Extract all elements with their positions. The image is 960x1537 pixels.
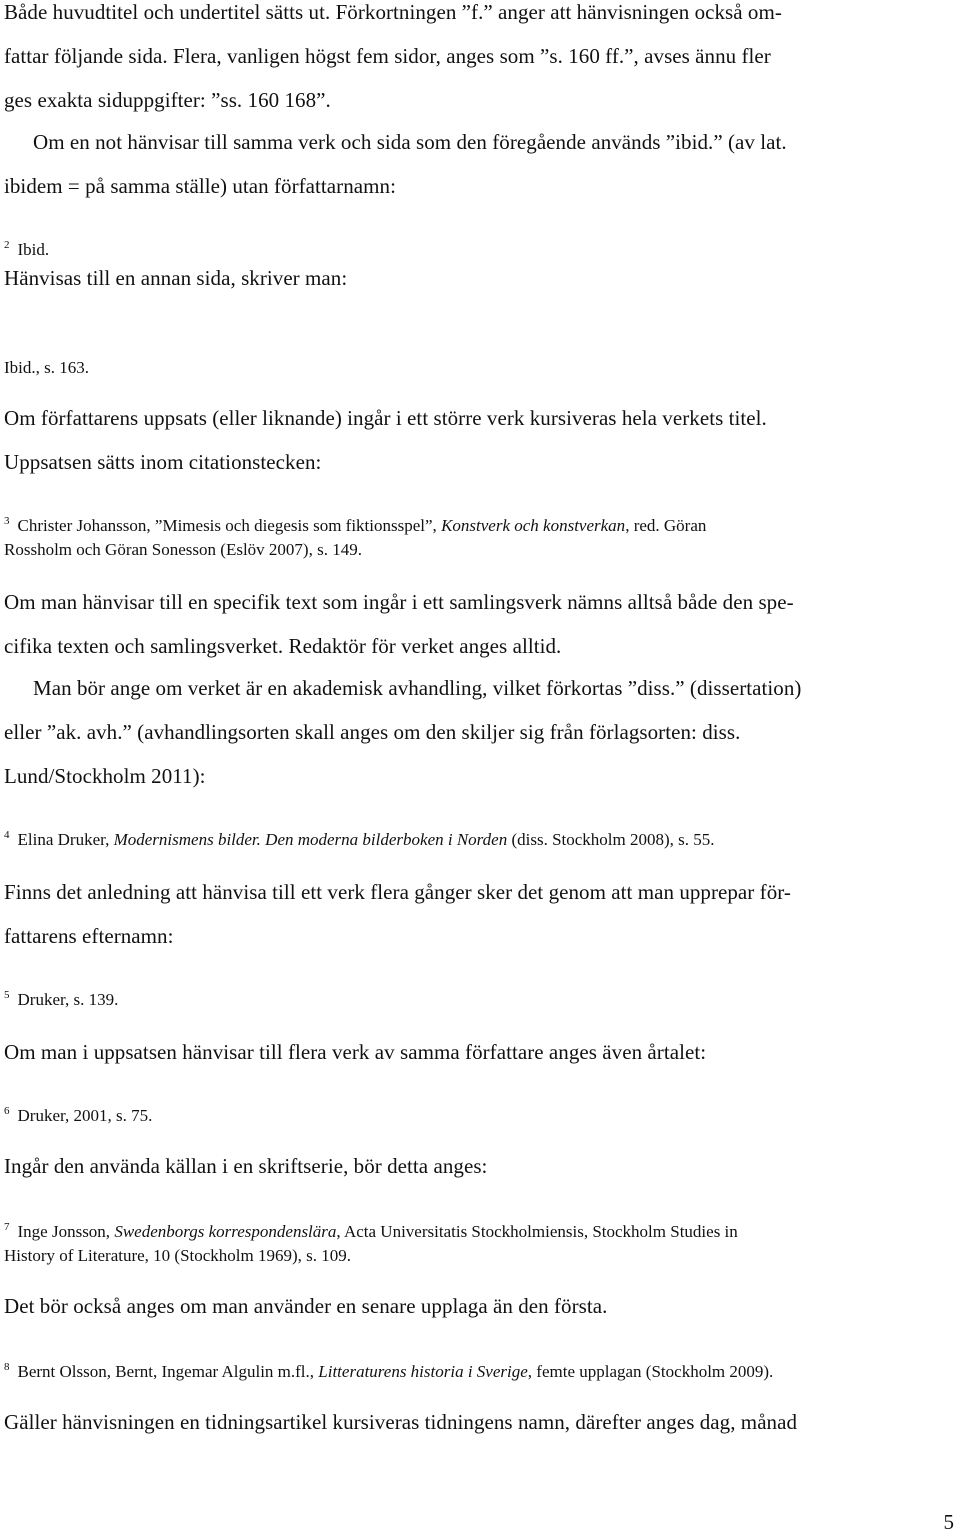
paragraph-line: Om en not hänvisar till samma verk och sida som den föregående används ”ibid.” (av lat. [33,130,787,154]
footnote-text: Rossholm och Göran Sonesson (Eslöv 2007), s. 149. [4,540,362,559]
paragraph-line: Om författarens uppsats (eller liknande) ingår i ett större verk kursiveras hela verkets titel. [4,406,767,430]
footnote-italic-title: Modernismens bilder. Den moderna bilderboken i Norden [113,830,508,849]
paragraph-10 [4,1284,956,1328]
footnote-number: 2 [4,239,10,251]
paragraph-line: ibidem = på samma ställe) utan författarnamn: [4,174,396,198]
footnote-text: Ibid., s. 163. [4,358,89,377]
paragraph-line: ges exakta siduppgifter: ”ss. 160 168”. [4,88,331,112]
footnote-5 [4,988,956,1012]
paragraph-11 [4,1400,956,1444]
paragraph-6-continued [4,710,956,798]
footnote-italic-title: Konstverk och konstverkan [441,516,626,535]
paragraph-line: Om man hänvisar till en specifik text som ingår i ett samlingsverk nämns alltså både den spe- [4,590,794,614]
footnote-text: Druker, 2001, s. 75. [17,1106,153,1125]
paragraph-line: Gäller hänvisningen en tidningsartikel kursiveras tidningens namn, därefter anges dag, månad [4,1410,798,1434]
paragraph-2-continued [4,164,956,208]
footnote-number: 7 [4,1221,10,1233]
paragraph-6 [4,666,956,710]
footnote-text: Inge Jonsson, [17,1222,111,1241]
footnote-text: , femte upplagan (Stockholm 2009). [527,1362,774,1381]
footnote-italic-title: Swedenborgs korrespondenslära [114,1222,337,1241]
footnote-text: Druker, s. 139. [17,990,119,1009]
footnote-text: Ibid. [17,240,50,259]
footnote-number: 4 [4,829,10,841]
paragraph-4 [4,396,956,484]
paragraph-1 [4,0,956,122]
paragraph-7 [4,870,956,958]
paragraph-3 [4,256,956,300]
footnote-text: , red. Göran [625,516,707,535]
footnote-text: (diss. Stockholm 2008), s. 55. [511,830,715,849]
footnote-text: Elina Druker, [17,830,110,849]
paragraph-5 [4,580,956,668]
paragraph-line: Det bör också anges om man använder en senare upplaga än den första. [4,1294,608,1318]
paragraph-9 [4,1144,956,1188]
footnote-text: Bernt Olsson, Bernt, Ingemar Algulin m.fl., [17,1362,315,1381]
footnote-text: Christer Johansson, ”Mimesis och diegesis som fiktionsspel”, [17,516,437,535]
footnote-text: History of Literature, 10 (Stockholm 1969), s. 109. [4,1246,352,1265]
footnote-3 [4,514,956,562]
paragraph-line: Ingår den använda källan i en skriftserie, bör detta anges: [4,1154,488,1178]
footnote-7 [4,1220,956,1268]
paragraph-line: Om man i uppsatsen hänvisar till flera verk av samma författare anges även årtalet: [4,1040,707,1064]
paragraph-line: Hänvisas till en annan sida, skriver man: [4,266,348,290]
paragraph-2 [4,120,956,164]
paragraph-line: Man bör ange om verket är en akademisk avhandling, vilket förkortas ”diss.” (dissertation) [33,676,802,700]
footnote-ibid [4,356,956,380]
paragraph-line: Både huvudtitel och undertitel sätts ut. Förkortningen ”f.” anger att hänvisningen också om- [4,0,782,24]
paragraph-line: cifika texten och samlingsverket. Redaktör för verket anges alltid. [4,634,562,658]
footnote-4 [4,828,956,852]
paragraph-line: Lund/Stockholm 2011): [4,764,206,788]
footnote-number: 5 [4,989,10,1001]
footnote-number: 6 [4,1105,10,1117]
footnote-8 [4,1360,956,1384]
footnote-italic-title: Litteraturens historia i Sverige [318,1362,528,1381]
paragraph-line: fattarens efternamn: [4,924,174,948]
paragraph-8 [4,1030,956,1074]
paragraph-line: Finns det anledning att hänvisa till ett verk flera gånger sker det genom att man upprepar för- [4,880,791,904]
paragraph-line: eller ”ak. avh.” (avhandlingsorten skall anges om den skiljer sig från förlagsorten: diss. [4,720,741,744]
footnote-number: 8 [4,1361,10,1373]
paragraph-line: Uppsatsen sätts inom citationstecken: [4,450,322,474]
paragraph-line: fattar följande sida. Flera, vanligen högst fem sidor, anges som ”s. 160 ff.”, avses ännu fler [4,44,771,68]
footnote-number: 3 [4,515,10,527]
page-number: 5 [943,1510,954,1534]
footnote-6 [4,1104,956,1128]
footnote-text: , Acta Universitatis Stockholmiensis, Stockholm Studies in [336,1222,738,1241]
